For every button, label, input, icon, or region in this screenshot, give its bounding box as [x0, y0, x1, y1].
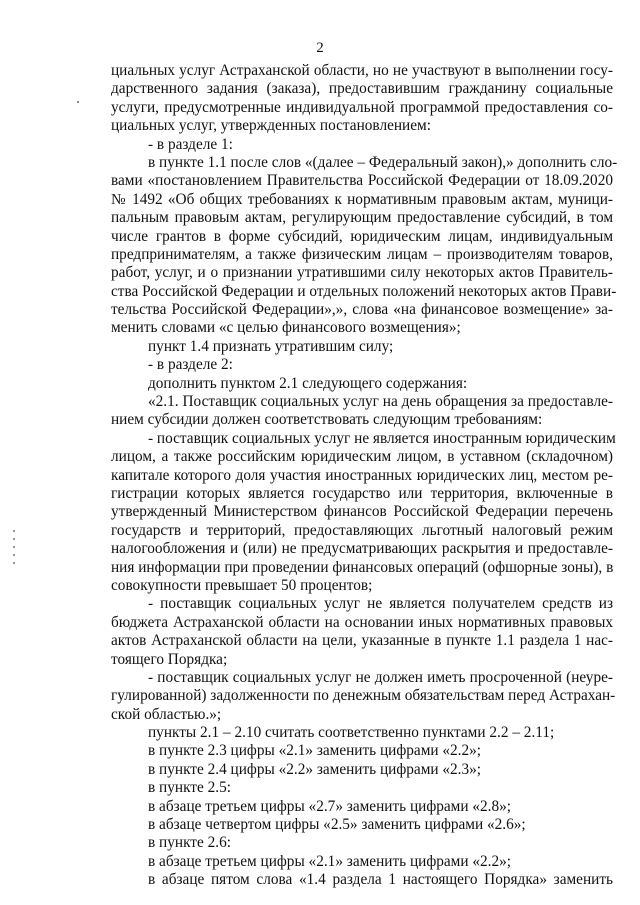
text-line: - в разделе 1: [148, 135, 233, 153]
scan-speck [77, 101, 79, 103]
text-line: № 1492 «Об общих требованиях к нормативным правовым актам, муници- [111, 190, 613, 208]
text-line: пункты 2.1 – 2.10 считать соответственно пунктами 2.2 – 2.11; [148, 724, 555, 742]
binding-marks [13, 530, 17, 570]
text-line: дарственного задания (заказа), предоставившим гражданину социальные [111, 80, 613, 98]
text-line: государств и территорий, предоставляющих льготный налоговый режим [111, 521, 613, 539]
text-line: в абзаце третьем цифры «2.1» заменить цифрами «2.2»; [148, 852, 512, 870]
text-line: ния информации при проведении финансовых операций (офшорные зоны), в [111, 558, 614, 576]
text-line: дополнить пунктом 2.1 следующего содержания: [148, 374, 468, 392]
text-line: предпринимателям, а также физическим лицам – производителям товаров, [111, 245, 613, 263]
text-line: в пункте 1.1 после слов «(далее – Федеральный закон),» дополнить сло- [148, 153, 618, 171]
text-line: ства Российской Федерации и отдельных положений некоторых актов Прави- [111, 282, 617, 300]
text-line: циальных услуг, утвержденных постановлением: [111, 117, 431, 135]
text-line: в абзаце третьем цифры «2.7» заменить цифрами «2.8»; [148, 797, 512, 815]
text-line: вами «постановлением Правительства Российской Федерации от 18.09.2020 [111, 172, 613, 190]
text-line: - поставщик социальных услуг не является получателем средств из [148, 595, 613, 613]
text-line: бюджета Астраханской области на основании иных нормативных правовых [111, 613, 613, 631]
text-line: налогообложения и (или) не предусматривающих раскрытия и предоставле- [111, 540, 613, 558]
text-line: - в разделе 2: [148, 356, 233, 374]
text-line: нием субсидии должен соответствовать следующим требованиям: [111, 411, 543, 429]
text-line: совокупности превышает 50 процентов; [111, 576, 373, 594]
text-line: пальным правовым актам, регулирующим предоставление субсидий, в том [111, 209, 613, 227]
text-line: - поставщик социальных услуг не является иностранным юридическим [148, 429, 616, 447]
text-line: гистрации которых является государство или территория, включенные в [111, 484, 613, 502]
text-line: в пункте 2.4 цифры «2.2» заменить цифрами «2.3»; [148, 760, 482, 778]
text-line: в абзаце четвертом цифры «2.5» заменить цифрами «2.6»; [148, 816, 526, 834]
text-line: ской областью.»; [111, 705, 222, 723]
page-number: 2 [316, 40, 324, 56]
text-line: в пункте 2.5: [148, 779, 231, 797]
text-line: в абзаце пятом слова «1.4 раздела 1 настоящего Порядка» заменить [148, 871, 613, 889]
text-line: тоящего Порядка; [111, 650, 228, 668]
text-line: в пункте 2.6: [148, 834, 231, 852]
text-line: работ, услуг, и о признании утратившими силу некоторых актов Правитель- [111, 264, 613, 282]
text-line: тельства Российской Федерации»,», слова «на финансовое возмещение» за- [111, 301, 613, 319]
text-line: гулированной) задолженности по денежным обязательствам перед Астрахан- [111, 687, 616, 705]
text-line: циальных услуг Астраханской области, но не участвуют в выполнении госу- [111, 62, 613, 79]
text-line: числе грантов в форме субсидий, юридическим лицам, индивидуальным [111, 227, 613, 245]
text-line: услуги, предусмотренные индивидуальной программой предоставления со- [111, 98, 613, 116]
text-line: в пункте 2.3 цифры «2.1» заменить цифрами «2.2»; [148, 742, 482, 760]
text-line: лицом, а также российским юридическим лицом, в уставном (складочном) [111, 448, 613, 466]
text-line: - поставщик социальных услуг не должен иметь просроченной (неуре- [148, 668, 613, 686]
text-line: менить словами «с целью финансового возмещения»; [111, 319, 461, 337]
document-body [111, 62, 618, 890]
text-line: актов Астраханской области на цели, указанные в пункте 1.1 раздела 1 нас- [111, 632, 613, 650]
text-line: утвержденный Министерством финансов Российской Федерации перечень [111, 503, 613, 521]
text-line: капитале которого доля участия иностранных юридических лиц, местом ре- [111, 466, 613, 484]
text-line: пункт 1.4 признать утратившим силу; [148, 337, 394, 355]
text-line: «2.1. Поставщик социальных услуг на день обращения за предоставле- [148, 393, 613, 411]
